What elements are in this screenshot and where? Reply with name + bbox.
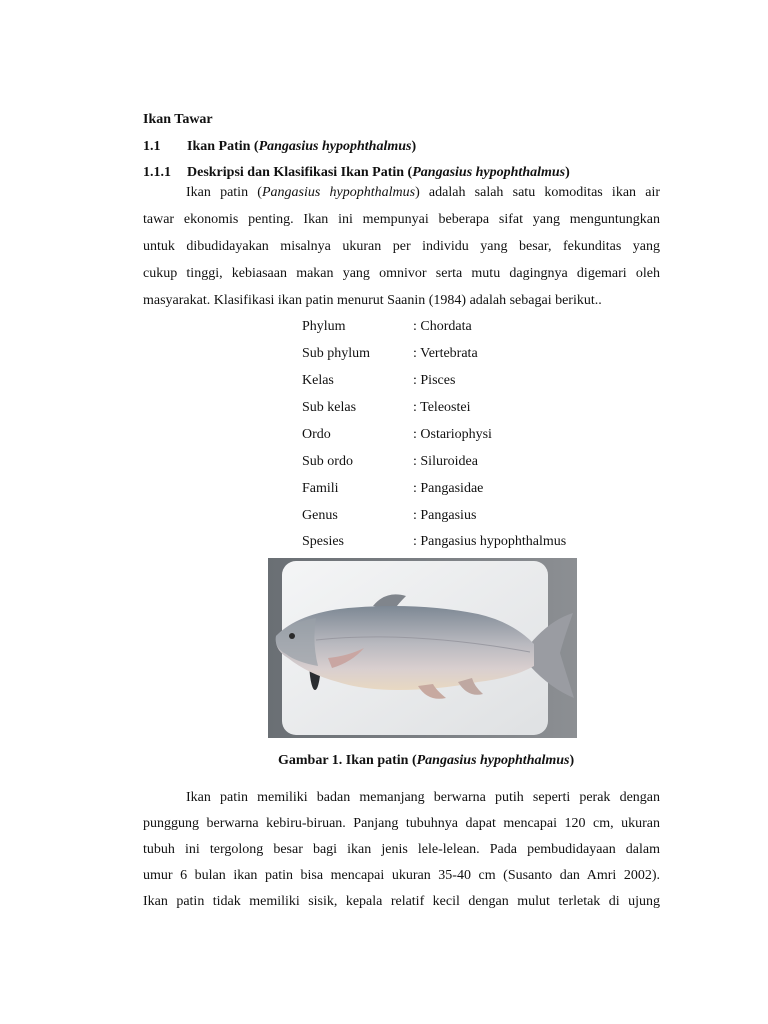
classification-value: : Chordata [413, 319, 472, 334]
figure-caption-text: Gambar 1. Ikan patin ( [278, 753, 417, 768]
document-heading: Ikan Tawar [143, 112, 213, 127]
fish-eye [289, 633, 295, 639]
classification-value: : Teleostei [413, 400, 471, 415]
classification-value: : Siluroidea [413, 454, 478, 469]
subsection-title-text: Deskripsi dan Klasifikasi Ikan Patin ( [187, 165, 413, 180]
paragraph1-line1-end: ) adalah salah satu komoditas ikan air [415, 185, 661, 200]
paragraph1-line1-start: Ikan patin ( [186, 185, 262, 200]
fish-photo [268, 558, 577, 738]
classification-label: Genus [302, 508, 338, 523]
subsection-title-close: ) [565, 165, 570, 180]
paragraph2-line5: Ikan patin tidak memiliki sisik, kepala relatif kecil dengan mulut terletak di ujung [143, 894, 660, 909]
classification-label: Spesies [302, 534, 344, 549]
subsection-title-species: Pangasius hypophthalmus [412, 165, 566, 180]
figure-caption-close: ) [569, 753, 575, 768]
classification-value: : Ostariophysi [413, 427, 492, 442]
classification-label: Sub kelas [302, 400, 357, 415]
paragraph1-line2: tawar ekonomis penting. Ikan ini mempunyai beberapa sifat yang menguntungkan [143, 212, 660, 227]
classification-label: Phylum [302, 319, 346, 334]
paragraph1-line1 [186, 184, 660, 201]
paragraph1-line5: masyarakat. Klasifikasi ikan patin menurut Saanin (1984) adalah sebagai berikut.. [143, 293, 602, 308]
classification-label: Kelas [302, 373, 334, 388]
figure-caption-species: Pangasius hypophthalmus [416, 753, 570, 768]
classification-value: : Pisces [413, 373, 456, 388]
classification-value: : Pangasius [413, 508, 477, 523]
classification-label: Sub phylum [302, 346, 371, 361]
classification-label: Ordo [302, 427, 331, 442]
classification-value: : Pangasidae [413, 481, 484, 496]
paragraph2-line3: tubuh ini tergolong besar bagi ikan jenis lele-lelean. Pada pembudidayaan dalam [143, 842, 660, 857]
paragraph1-line3: untuk dibudidayakan misalnya ukuran per individu yang besar, fekunditas yang [143, 239, 660, 254]
subsection-number: 1.1.1 [143, 165, 171, 180]
paragraph1-line4: cukup tinggi, kebiasaan makan yang omnivor serta mutu dagingnya digemari oleh [143, 266, 660, 281]
section-title [187, 138, 416, 155]
classification-label: Famili [302, 481, 339, 496]
section-number: 1.1 [143, 139, 161, 154]
subsection-title [187, 164, 570, 181]
classification-label: Sub ordo [302, 454, 353, 469]
classification-value: : Pangasius hypophthalmus [413, 534, 567, 549]
paragraph1-species: Pangasius hypophthalmus [261, 185, 416, 200]
section-title-close: ) [411, 139, 417, 154]
section-title-species: Pangasius hypophthalmus [258, 139, 412, 154]
figure-caption [278, 752, 574, 769]
paragraph2-line4: umur 6 bulan ikan patin bisa mencapai ukuran 35-40 cm (Susanto dan Amri 2002). [143, 868, 660, 883]
classification-value: : Vertebrata [413, 346, 478, 361]
section-title-text: Ikan Patin ( [187, 139, 259, 154]
paragraph2-line2: punggung berwarna kebiru-biruan. Panjang tubuhnya dapat mencapai 120 cm, ukuran [143, 816, 660, 831]
fish-illustration [268, 558, 577, 738]
paragraph2-line1: Ikan patin memiliki badan memanjang berwarna putih seperti perak dengan [186, 790, 660, 805]
